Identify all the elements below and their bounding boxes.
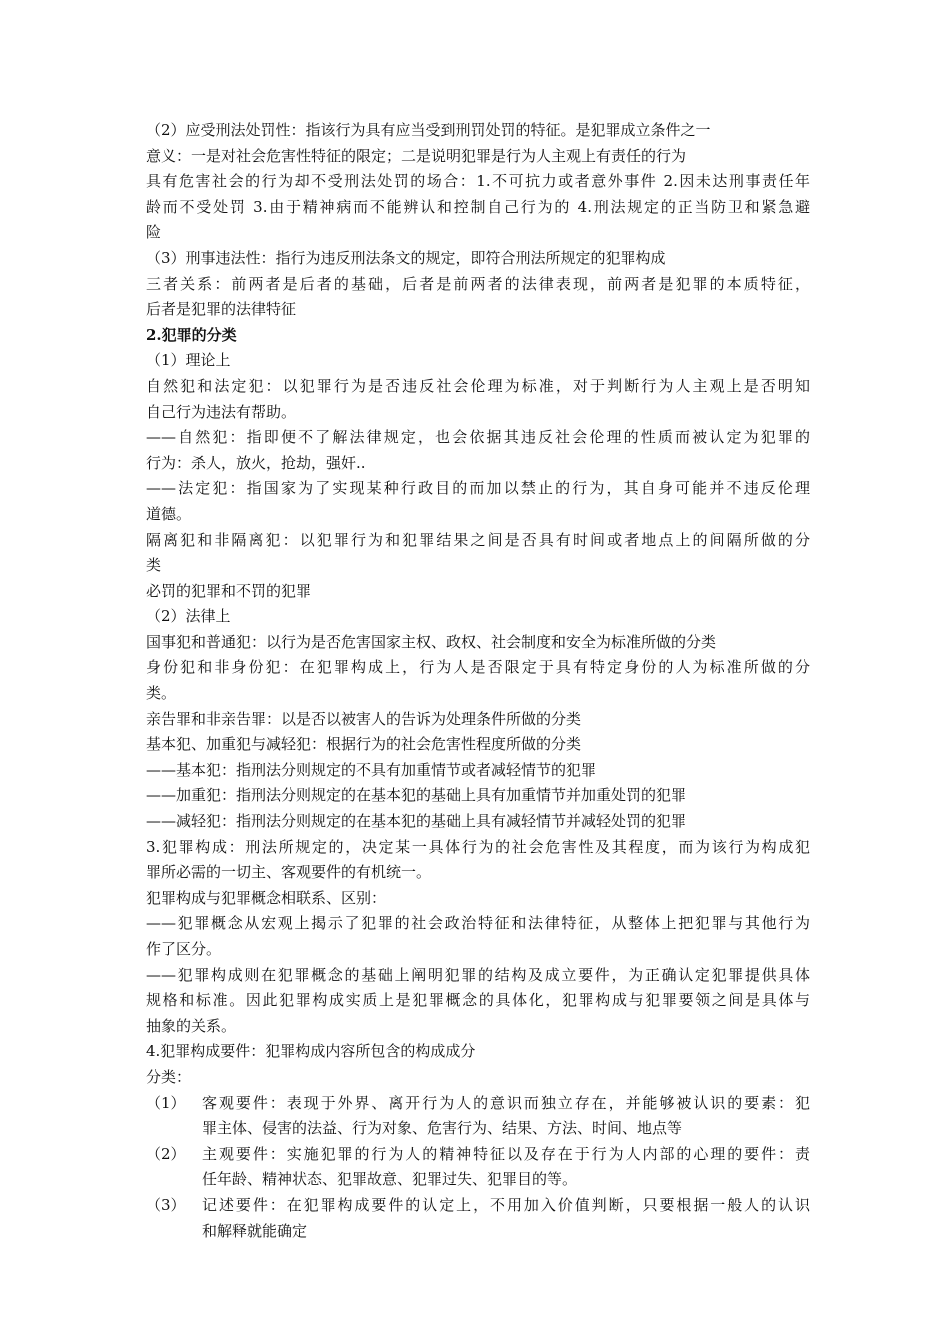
text-line: ——减轻犯：指刑法分则规定的在基本犯的基础上具有减轻情节并减轻处罚的犯罪 [146,812,687,831]
text-line: 后者是犯罪的法律特征 [146,300,297,319]
text-line: 记述要件：在犯罪构成要件的认定上，不用加入价值判断，只要根据一般人的认识 [202,1195,810,1214]
text-line: 作了区分。 [146,940,222,958]
text-line: ——加重犯：指刑法分则规定的在基本犯的基础上具有加重情节并加重处罚的犯罪 [146,786,687,805]
text-line: 行为：杀人，放火，抢劫，强奸.. [146,453,366,472]
text-line: 任年龄、精神状态、犯罪故意、犯罪过失、犯罪目的等。 [202,1170,578,1189]
text-line: 犯罪构成与犯罪概念相联系、区别： [146,888,387,907]
document-page [146,118,810,1244]
text-line: 龄而不受处罚 3.由于精神病而不能辨认和控制自己行为的 4.刑法规定的正当防卫和紧急避 [146,197,810,216]
subsection-heading: （1）理论上 [146,351,231,370]
text-line: 抽象的关系。 [146,1016,237,1035]
text-line: ——基本犯：指刑法分则规定的不具有加重情节或者减轻情节的犯罪 [146,760,597,779]
text-line: 主观要件：实施犯罪的行为人的精神特征以及存在于行为人内部的心理的要件：责 [202,1144,810,1163]
list-item-number: （1） [146,1093,186,1112]
text-line: 必罚的犯罪和不罚的犯罪 [146,581,312,600]
text-line: 类 [146,556,162,575]
text-line: 具有危害社会的行为却不受刑法处罚的场合：1.不可抗力或者意外事件 2.因未达刑事责任年 [146,172,810,191]
list-item [146,1091,810,1142]
text-line: 类。 [146,684,177,703]
text-line: 三者关系：前两者是后者的基础，后者是前两者的法律表现，前两者是犯罪的本质特征， [146,274,810,293]
section-heading: 3.犯罪构成：刑法所规定的，决定某一具体行为的社会危害性及其程度，而为该行为构成犯 [146,837,810,856]
list-item [146,1193,810,1244]
list-item-body [202,1193,810,1244]
text-line: 意义：一是对社会危害性特征的限定；二是说明犯罪是行为人主观上有责任的行为 [146,146,687,165]
text-line: ——犯罪构成则在犯罪概念的基础上阐明犯罪的结构及成立要件，为正确认定犯罪提供具体 [146,965,810,984]
list-item-body [202,1142,810,1193]
text-line: 险 [146,223,162,242]
text-line: 罪主体、侵害的法益、行为对象、危害行为、结果、方法、时间、地点等 [202,1119,683,1138]
text-line: 国事犯和普通犯：以行为是否危害国家主权、政权、社会制度和安全为标准所做的分类 [146,632,717,651]
text-line: 基本犯、加重犯与减轻犯：根据行为的社会危害性程度所做的分类 [146,735,582,754]
text-line: 分类： [146,1067,192,1086]
subsection-heading: （2）法律上 [146,607,231,626]
text-line: （3）刑事违法性：指行为违反刑法条文的规定，即符合刑法所规定的犯罪构成 [146,248,666,267]
text-line: 隔离犯和非隔离犯：以犯罪行为和犯罪结果之间是否具有时间或者地点上的间隔所做的分 [146,530,810,549]
text-line: ——犯罪概念从宏观上揭示了犯罪的社会政治特征和法律特征，从整体上把犯罪与其他行为 [146,914,810,933]
list-item-number: （2） [146,1144,186,1163]
list-item [146,1142,810,1193]
text-line: 和解释就能确定 [202,1221,308,1240]
text-line: 自然犯和法定犯：以犯罪行为是否违反社会伦理为标准，对于判断行为人主观上是否明知 [146,376,810,395]
text-line: 亲告罪和非亲告罪：以是否以被害人的告诉为处理条件所做的分类 [146,709,582,728]
text-line: 罪所必需的一切主、客观要件的有机统一。 [146,863,432,882]
section-heading: 4.犯罪构成要件：犯罪构成内容所包含的构成成分 [146,1042,476,1061]
text-line: 道德。 [146,504,192,523]
text-line: 客观要件：表现于外界、离开行为人的意识而独立存在，并能够被认识的要素：犯 [202,1093,810,1112]
text-line: 身份犯和非身份犯：在犯罪构成上，行为人是否限定于具有特定身份的人为标准所做的分 [146,658,810,677]
text-line: ——法定犯：指国家为了实现某种行政目的而加以禁止的行为，其自身可能并不违反伦理 [146,479,810,498]
text-line: 规格和标准。因此犯罪构成实质上是犯罪概念的具体化，犯罪构成与犯罪要领之间是具体与 [146,991,810,1010]
text-line: （2）应受刑法处罚性：指该行为具有应当受到刑罚处罚的特征。是犯罪成立条件之一 [146,121,711,139]
list-item-number: （3） [146,1195,186,1214]
text-line: ——自然犯：指即便不了解法律规定，也会依据其违反社会伦理的性质而被认定为犯罪的 [146,428,810,447]
section-heading: 2.犯罪的分类 [146,325,237,344]
text-line: 自己行为违法有帮助。 [146,402,297,421]
list-item-body [202,1091,810,1142]
